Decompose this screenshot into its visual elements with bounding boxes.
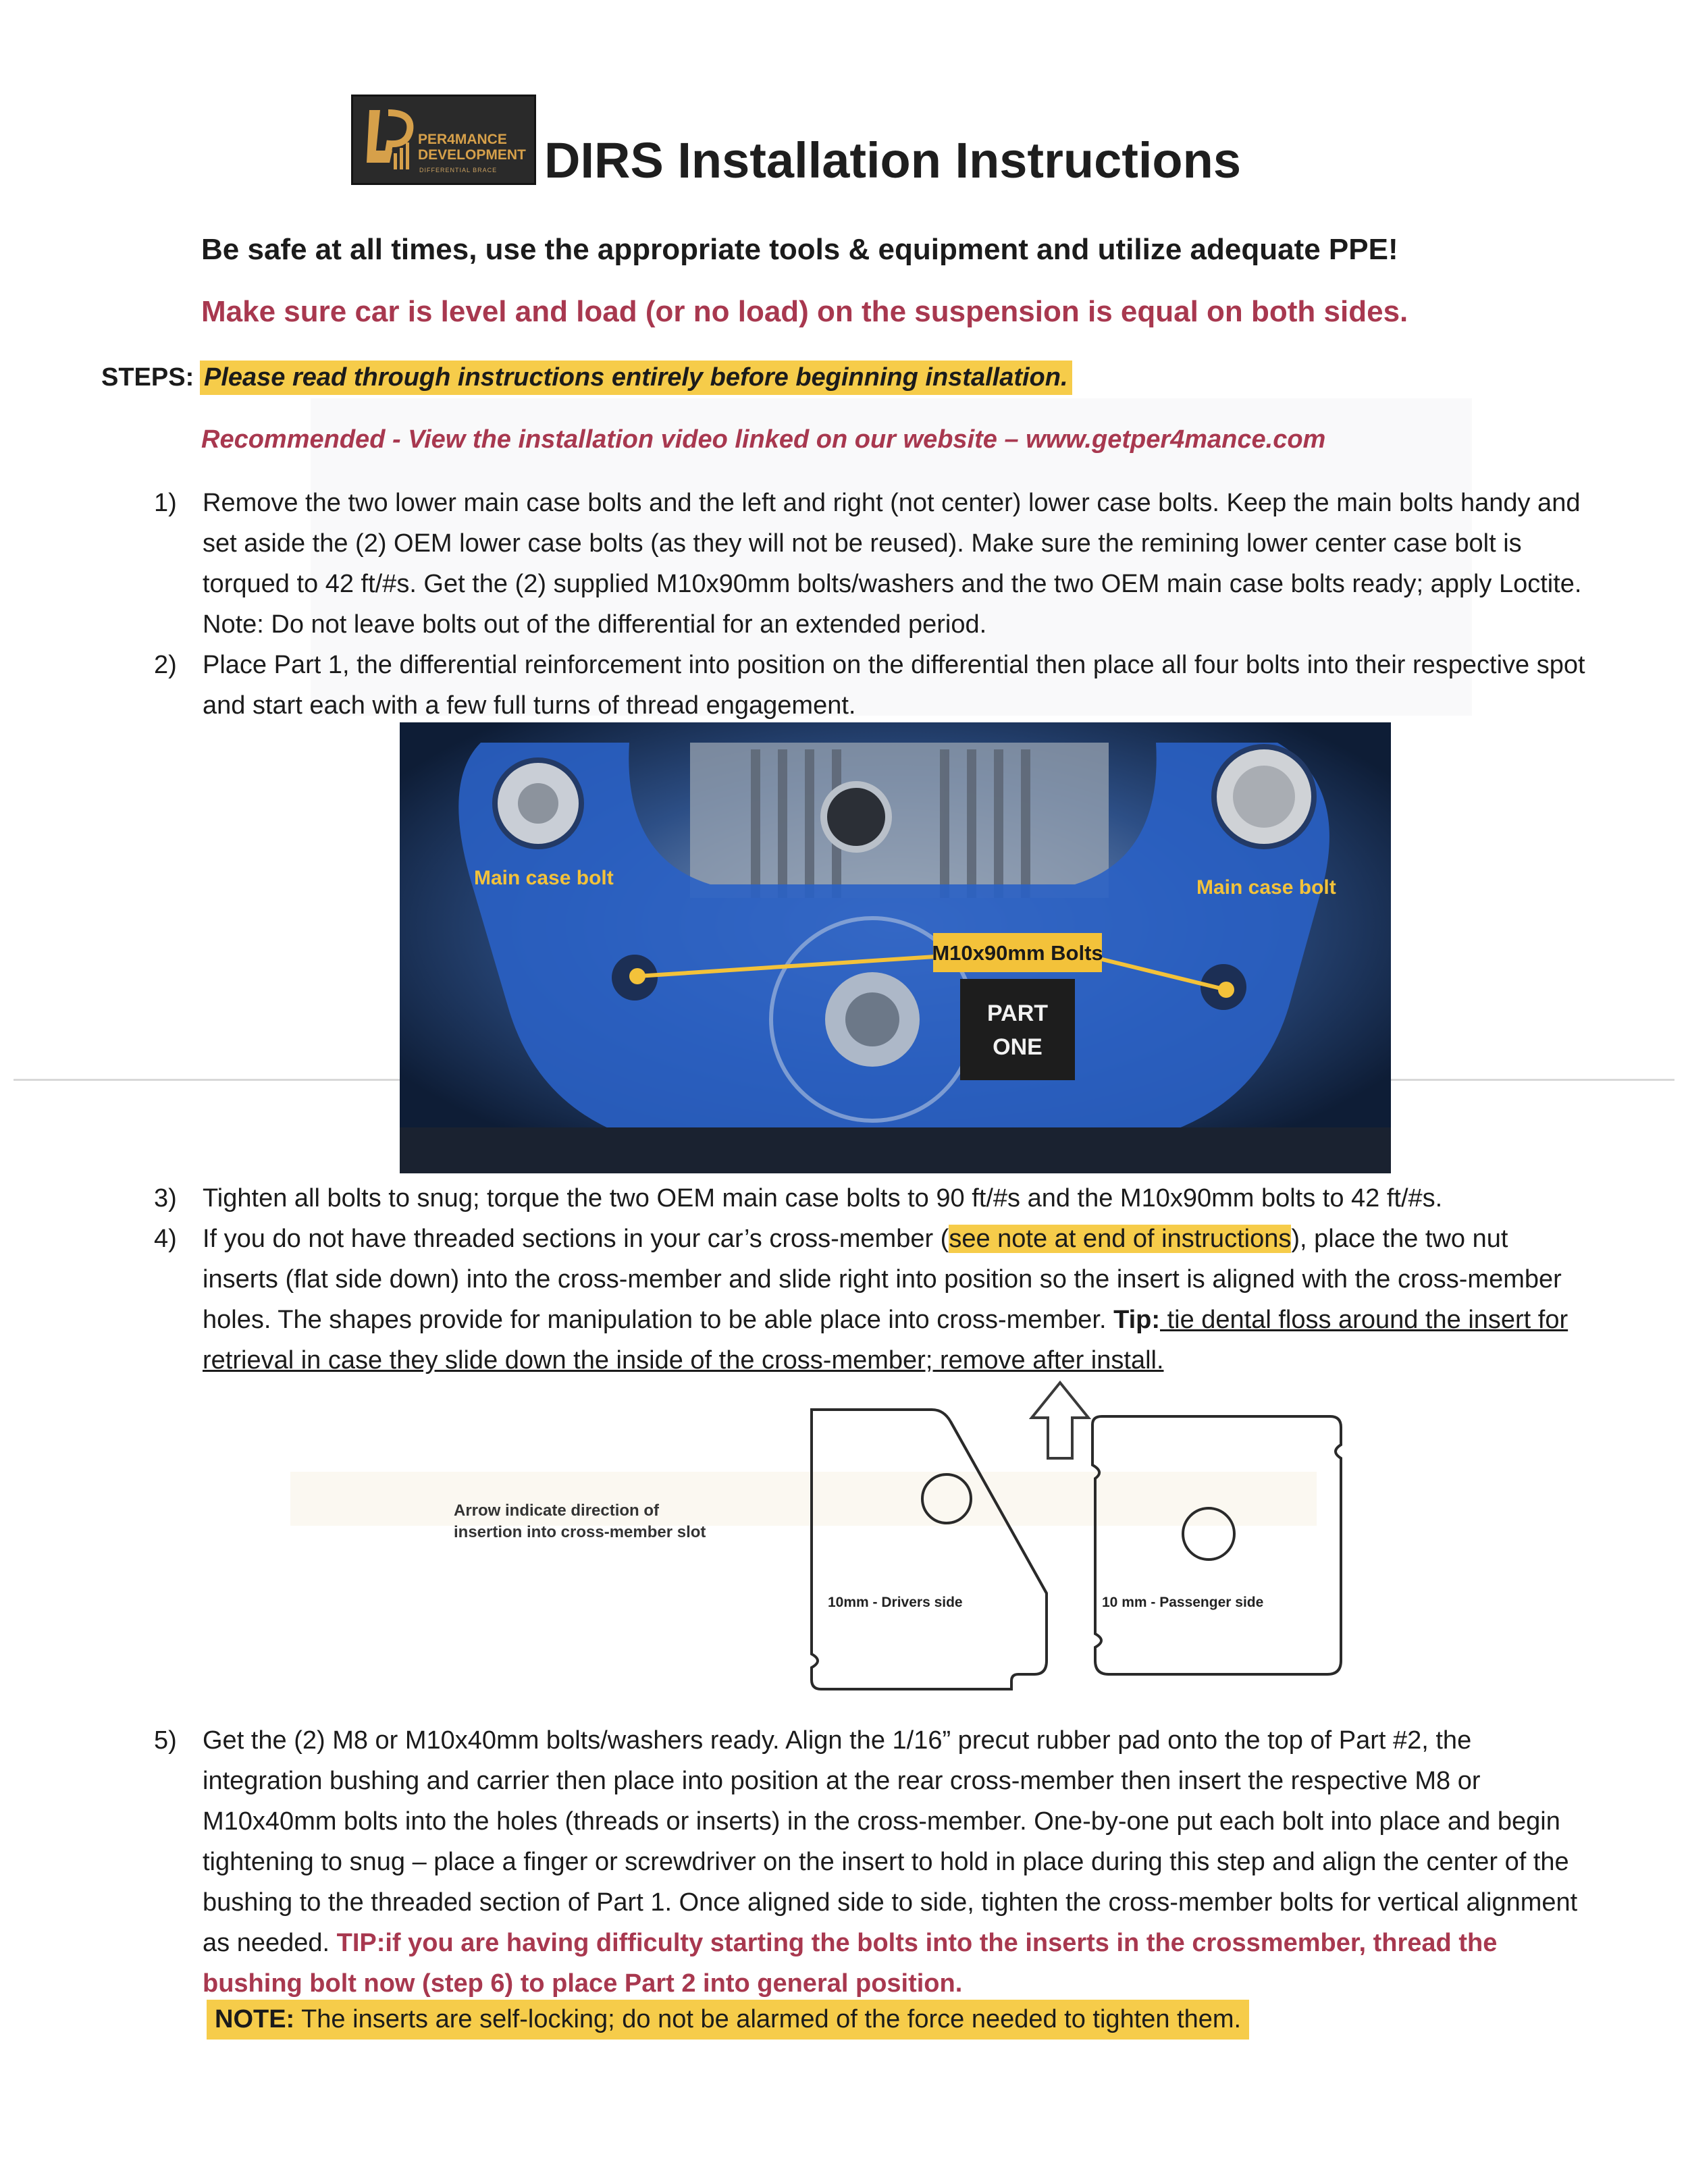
part-one-label-line1: PART <box>986 1001 1049 1026</box>
insertion-arrow-icon <box>1032 1383 1088 1458</box>
step-3-text: Tighten all bolts to snug; torque the two OEM main case bolts to 90 ft/#s and the M10x90mm bolts to 42 ft/#s. <box>203 1184 1443 1213</box>
main-case-bolt-label-right: Main case bolt <box>1196 876 1336 899</box>
logo-tagline: DIFFERENTIAL BRACE <box>419 167 498 174</box>
step-4-text <box>203 1219 1587 1381</box>
recommended-video-note: Recommended - View the installation video linked on our website – www.getper4mance.com <box>201 425 1326 454</box>
step-2-text: Place Part 1, the differential reinforcement into position on the differential then place all four bolts into their respective spot and start each with a few full turns of thread engagement. <box>203 651 1585 720</box>
step-4-text-b: ), place the two nut inserts (flat side down) into the cross-member and slide right into position so the insert is aligned with the cross-member holes. The shapes provide for manipulation to be able place into cross-member. <box>203 1225 1562 1334</box>
note-label: NOTE: <box>215 2005 295 2033</box>
step-5-text <box>203 1720 1587 2004</box>
level-warning: Make sure car is level and load (or no load) on the suspension is equal on both sides. <box>201 295 1408 328</box>
step-5-body: Get the (2) M8 or M10x40mm bolts/washers ready. Align the 1/16” precut rubber pad onto the top of Part #2, the integration bushing and carrier then place into position at the rear cross-member then insert the respective M8 or M10x40mm bolts into the holes (threads or inserts) in the cross-member. One-by-one put each bolt into place and begin tightening to snug – place a finger or screwdriver on the insert to hold in place during this step and align the center of the bushing to the threaded section of Part 1. Once aligned side to side, tighten the cross-member bolts for vertical alignment as needed. <box>203 1726 1578 1957</box>
passenger-side-hole <box>1183 1508 1234 1560</box>
m10x90-bolts-label: M10x90mm Bolts <box>932 941 1103 965</box>
read-first-note: Please read through instructions entirely before beginning installation. <box>200 361 1072 395</box>
step-4-text-a: If you do not have threaded sections in your car’s cross-member ( <box>203 1225 949 1253</box>
drivers-side-hole <box>922 1474 971 1523</box>
step-5-tip: TIP:if you are having difficulty starting the bolts into the inserts in the crossmember, thread the bushing bolt now (step 6) to place Part 2 into general position. <box>203 1929 1498 1998</box>
insert-diagram-caption <box>454 1500 706 1543</box>
logo-text-line2: DEVELOPMENT <box>418 147 526 163</box>
step-4-tip-text: tie dental floss around the insert for retrieval in case they slide down the inside of the cross-member; remove after install. <box>203 1306 1568 1375</box>
passenger-side-insert-shape <box>1092 1416 1341 1674</box>
inserts-note <box>207 2000 1249 2040</box>
drivers-side-label: 10mm - Drivers side <box>828 1595 963 1610</box>
steps-label: STEPS: <box>101 363 194 392</box>
safety-warning: Be safe at all times, use the appropriate tools & equipment and utilize adequate PPE! <box>201 233 1398 266</box>
nut-insert-diagram <box>797 1377 1364 1695</box>
drivers-side-insert-shape <box>812 1410 1047 1689</box>
part-one-label-box <box>960 979 1075 1080</box>
step-1-text: Remove the two lower main case bolts and the left and right (not center) lower case bolts. Keep the main bolts handy and set aside the (2) OEM lower case bolts (as they will not be reused). Make sure the remining lower center case bolt is torqued to 42 ft/#s. Get the (2) supplied M10x90mm bolts/washers and the two OEM main case bolts ready; apply Loctite. Note: Do not leave bolts out of the differential for an extended period. <box>203 489 1582 639</box>
step-number: 1) <box>154 489 177 517</box>
note-text: The inserts are self-locking; do not be alarmed of the force needed to tighten them. <box>294 2005 1242 2033</box>
step-4-tip-label: Tip: <box>1113 1306 1161 1334</box>
step-4-highlight: see note at end of instructions <box>949 1225 1292 1253</box>
company-logo <box>351 95 536 185</box>
logo-wordmark <box>418 132 526 163</box>
insert-caption-line2: insertion into cross-member slot <box>454 1523 706 1541</box>
main-case-bolt-label-left: Main case bolt <box>474 867 614 889</box>
step-number: 3) <box>154 1184 177 1213</box>
step-number: 2) <box>154 651 177 679</box>
step-number: 4) <box>154 1225 177 1253</box>
insert-caption-line1: Arrow indicate direction of <box>454 1501 660 1520</box>
part-one-install-photo <box>400 722 1391 1173</box>
page-title: DIRS Installation Instructions <box>544 132 1241 188</box>
passenger-side-label: 10 mm - Passenger side <box>1102 1595 1264 1610</box>
logo-mark-icon <box>363 103 417 174</box>
step-number: 5) <box>154 1726 177 1755</box>
logo-text-line1: PER4MANCE <box>418 132 507 147</box>
part-one-label-line2: ONE <box>993 1034 1043 1060</box>
